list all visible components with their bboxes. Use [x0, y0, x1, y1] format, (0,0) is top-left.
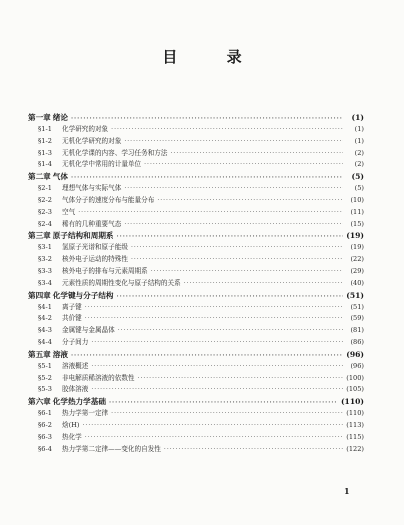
toc-chapter-entry	[28, 171, 364, 183]
toc-entry-number: 第四章	[28, 290, 51, 300]
toc-section-entry	[28, 136, 364, 148]
dot-leader	[111, 124, 343, 136]
toc-entry-title: 焓(H)	[62, 420, 80, 429]
toc-entry-title: 热力学第一定律	[62, 409, 109, 418]
toc-entry-title: 原子结构和周期系	[52, 231, 114, 241]
toc-entry-page: (122)	[346, 444, 364, 453]
toc-section-entry	[28, 337, 364, 349]
toc-section-entry	[28, 159, 364, 171]
toc-section-entry	[28, 384, 364, 396]
toc-section-entry	[28, 254, 364, 266]
toc-entry-number: §5-2	[38, 373, 52, 382]
dot-leader	[138, 373, 343, 385]
toc-chapter-entry	[28, 112, 364, 124]
toc-entry-page: (1)	[351, 113, 364, 122]
toc-entry-page: (29)	[350, 266, 364, 275]
toc-entry-page: (2)	[354, 148, 364, 157]
toc-entry-title: 分子间力	[62, 338, 89, 347]
toc-section-entry	[28, 302, 364, 314]
toc-section-entry	[28, 408, 364, 420]
toc-entry-page: (22)	[350, 255, 364, 264]
toc-entry-page: (1)	[354, 124, 364, 133]
toc-entry-number: §2-1	[38, 184, 52, 193]
page-title: 目 录	[162, 48, 264, 66]
toc-entry-number: §4-2	[38, 314, 52, 323]
toc-entry-number: §3-4	[38, 278, 52, 287]
toc-entry-number: §3-2	[38, 255, 52, 264]
dot-leader	[184, 278, 343, 290]
dot-leader	[171, 148, 344, 160]
toc-entry-page: (5)	[351, 172, 364, 182]
toc-chapter-entry	[28, 290, 364, 302]
toc-entry-page: (2)	[354, 160, 364, 169]
toc-entry-title: 热力学第二定律——变化的自发性	[62, 444, 161, 453]
dot-leader	[91, 337, 343, 349]
toc-entry-title: 化学键与分子结构	[52, 290, 114, 300]
toc-entry-page: (51)	[346, 290, 364, 300]
toc-entry-title: 化学研究的对象	[62, 124, 109, 133]
toc-entry-number: §3-1	[38, 243, 52, 252]
toc-section-entry	[28, 266, 364, 278]
dot-leader	[164, 444, 343, 456]
dot-leader	[131, 242, 343, 254]
toc-section-entry	[28, 420, 364, 432]
toc-entry-title: 绪论	[52, 113, 68, 122]
dot-leader	[85, 302, 343, 314]
toc-entry-page: (59)	[350, 314, 364, 323]
toc-entry-number: §5-3	[38, 385, 52, 394]
toc-entry-number: §2-2	[38, 195, 52, 204]
toc-section-entry	[28, 148, 364, 160]
toc-entry-title: 非电解质稀溶液的依数性	[62, 373, 135, 382]
toc-entry-page: (96)	[350, 361, 364, 370]
dot-leader	[151, 266, 343, 278]
dot-leader	[111, 408, 343, 420]
toc-entry-page: (11)	[350, 207, 364, 216]
toc-entry-page: (86)	[350, 338, 364, 347]
toc-entry-page: (15)	[350, 219, 364, 228]
toc-entry-page: (113)	[346, 420, 364, 429]
toc-entry-number: 第二章	[28, 172, 51, 182]
toc-entry-number: §6-2	[38, 420, 52, 429]
toc-entry-title: 胶体溶液	[62, 385, 89, 394]
toc-section-entry	[28, 219, 364, 231]
toc-chapter-entry	[28, 230, 364, 242]
toc-entry-title: 稀有的几种重要气态	[62, 219, 122, 228]
toc-entry-title: 溶液概述	[62, 361, 89, 370]
dot-leader	[91, 361, 343, 373]
toc-entry-title: 气体	[52, 172, 68, 182]
toc-entry-title: 无机化学中常用的计量单位	[62, 160, 142, 169]
toc-entry-number: §5-1	[38, 361, 52, 370]
toc-entry-number: 第六章	[28, 397, 51, 407]
toc-entry-title: 元素性质的周期性变化与原子结构的关系	[62, 278, 181, 287]
toc-section-entry	[28, 313, 364, 325]
toc-entry-number: §1-1	[38, 124, 52, 133]
toc-entry-number: §6-1	[38, 409, 52, 418]
toc-section-entry	[28, 361, 364, 373]
toc-chapter-entry	[28, 396, 364, 408]
dot-leader	[118, 325, 343, 337]
dot-leader	[157, 195, 343, 207]
toc-entry-title: 离子键	[62, 302, 82, 311]
toc-entry-page: (10)	[350, 195, 364, 204]
toc-section-entry	[28, 373, 364, 385]
dot-leader	[124, 219, 343, 231]
toc-entry-page: (19)	[350, 243, 364, 252]
toc-entry-number: 第三章	[28, 231, 51, 241]
toc-section-entry	[28, 195, 364, 207]
toc-section-entry	[28, 444, 364, 456]
toc-entry-number: §1-3	[38, 148, 52, 157]
toc-entry-page: (100)	[346, 373, 364, 382]
toc-entry-title: 核外电子运动的特殊性	[62, 255, 128, 264]
table-of-contents	[28, 112, 364, 455]
toc-entry-number: §6-4	[38, 444, 52, 453]
toc-entry-number: §1-4	[38, 160, 52, 169]
toc-section-entry	[28, 124, 364, 136]
toc-entry-title: 理想气体与实际气体	[62, 184, 122, 193]
toc-entry-number: §2-4	[38, 219, 52, 228]
dot-leader	[85, 432, 343, 444]
dot-leader	[144, 159, 343, 171]
toc-entry-number: §1-2	[38, 136, 52, 145]
toc-entry-title: 无机化学课的内容、学习任务和方法	[62, 148, 168, 157]
page-number: 1	[344, 486, 350, 496]
toc-entry-title: 氢原子光谱和原子能级	[62, 243, 128, 252]
toc-entry-number: §4-3	[38, 326, 52, 335]
toc-section-entry	[28, 242, 364, 254]
toc-entry-title: 化学热力学基础	[52, 397, 106, 407]
toc-entry-page: (115)	[346, 432, 364, 441]
toc-entry-title: 热化学	[62, 432, 82, 441]
dot-leader	[85, 313, 343, 325]
toc-entry-page: (5)	[354, 184, 364, 193]
toc-entry-page: (40)	[350, 278, 364, 287]
toc-entry-number: 第五章	[28, 349, 51, 359]
toc-entry-number: §6-3	[38, 432, 52, 441]
toc-section-entry	[28, 207, 364, 219]
toc-entry-title: 空气	[62, 207, 76, 216]
toc-section-entry	[28, 183, 364, 195]
toc-entry-page: (51)	[350, 302, 364, 311]
toc-entry-title: 核外电子的排布与元素周期系	[62, 266, 148, 275]
toc-entry-title: 无机化学研究的对象	[62, 136, 122, 145]
toc-entry-title: 气体分子的速度分布与能量分布	[62, 195, 155, 204]
dot-leader	[91, 384, 343, 396]
toc-entry-page: (19)	[346, 231, 364, 241]
dot-leader	[83, 420, 344, 432]
toc-section-entry	[28, 432, 364, 444]
toc-entry-number: §2-3	[38, 207, 52, 216]
toc-entry-page: (110)	[340, 397, 364, 407]
toc-section-entry	[28, 325, 364, 337]
toc-entry-title: 金属键与金属晶体	[62, 326, 115, 335]
toc-entry-number: §3-3	[38, 266, 52, 275]
toc-chapter-entry	[28, 349, 364, 361]
dot-leader	[124, 136, 343, 148]
toc-section-entry	[28, 278, 364, 290]
toc-entry-page: (110)	[346, 409, 364, 418]
toc-entry-page: (81)	[350, 326, 364, 335]
toc-entry-page: (1)	[354, 136, 364, 145]
dot-leader	[131, 254, 343, 266]
toc-entry-title: 共价键	[62, 314, 82, 323]
toc-entry-page: (96)	[346, 349, 364, 359]
toc-entry-number: §4-1	[38, 302, 52, 311]
toc-entry-number: 第一章	[28, 113, 51, 122]
toc-entry-page: (105)	[346, 385, 364, 394]
toc-entry-number: §4-4	[38, 338, 52, 347]
dot-leader	[124, 183, 343, 195]
toc-entry-title: 溶液	[52, 349, 68, 359]
dot-leader	[78, 207, 343, 219]
